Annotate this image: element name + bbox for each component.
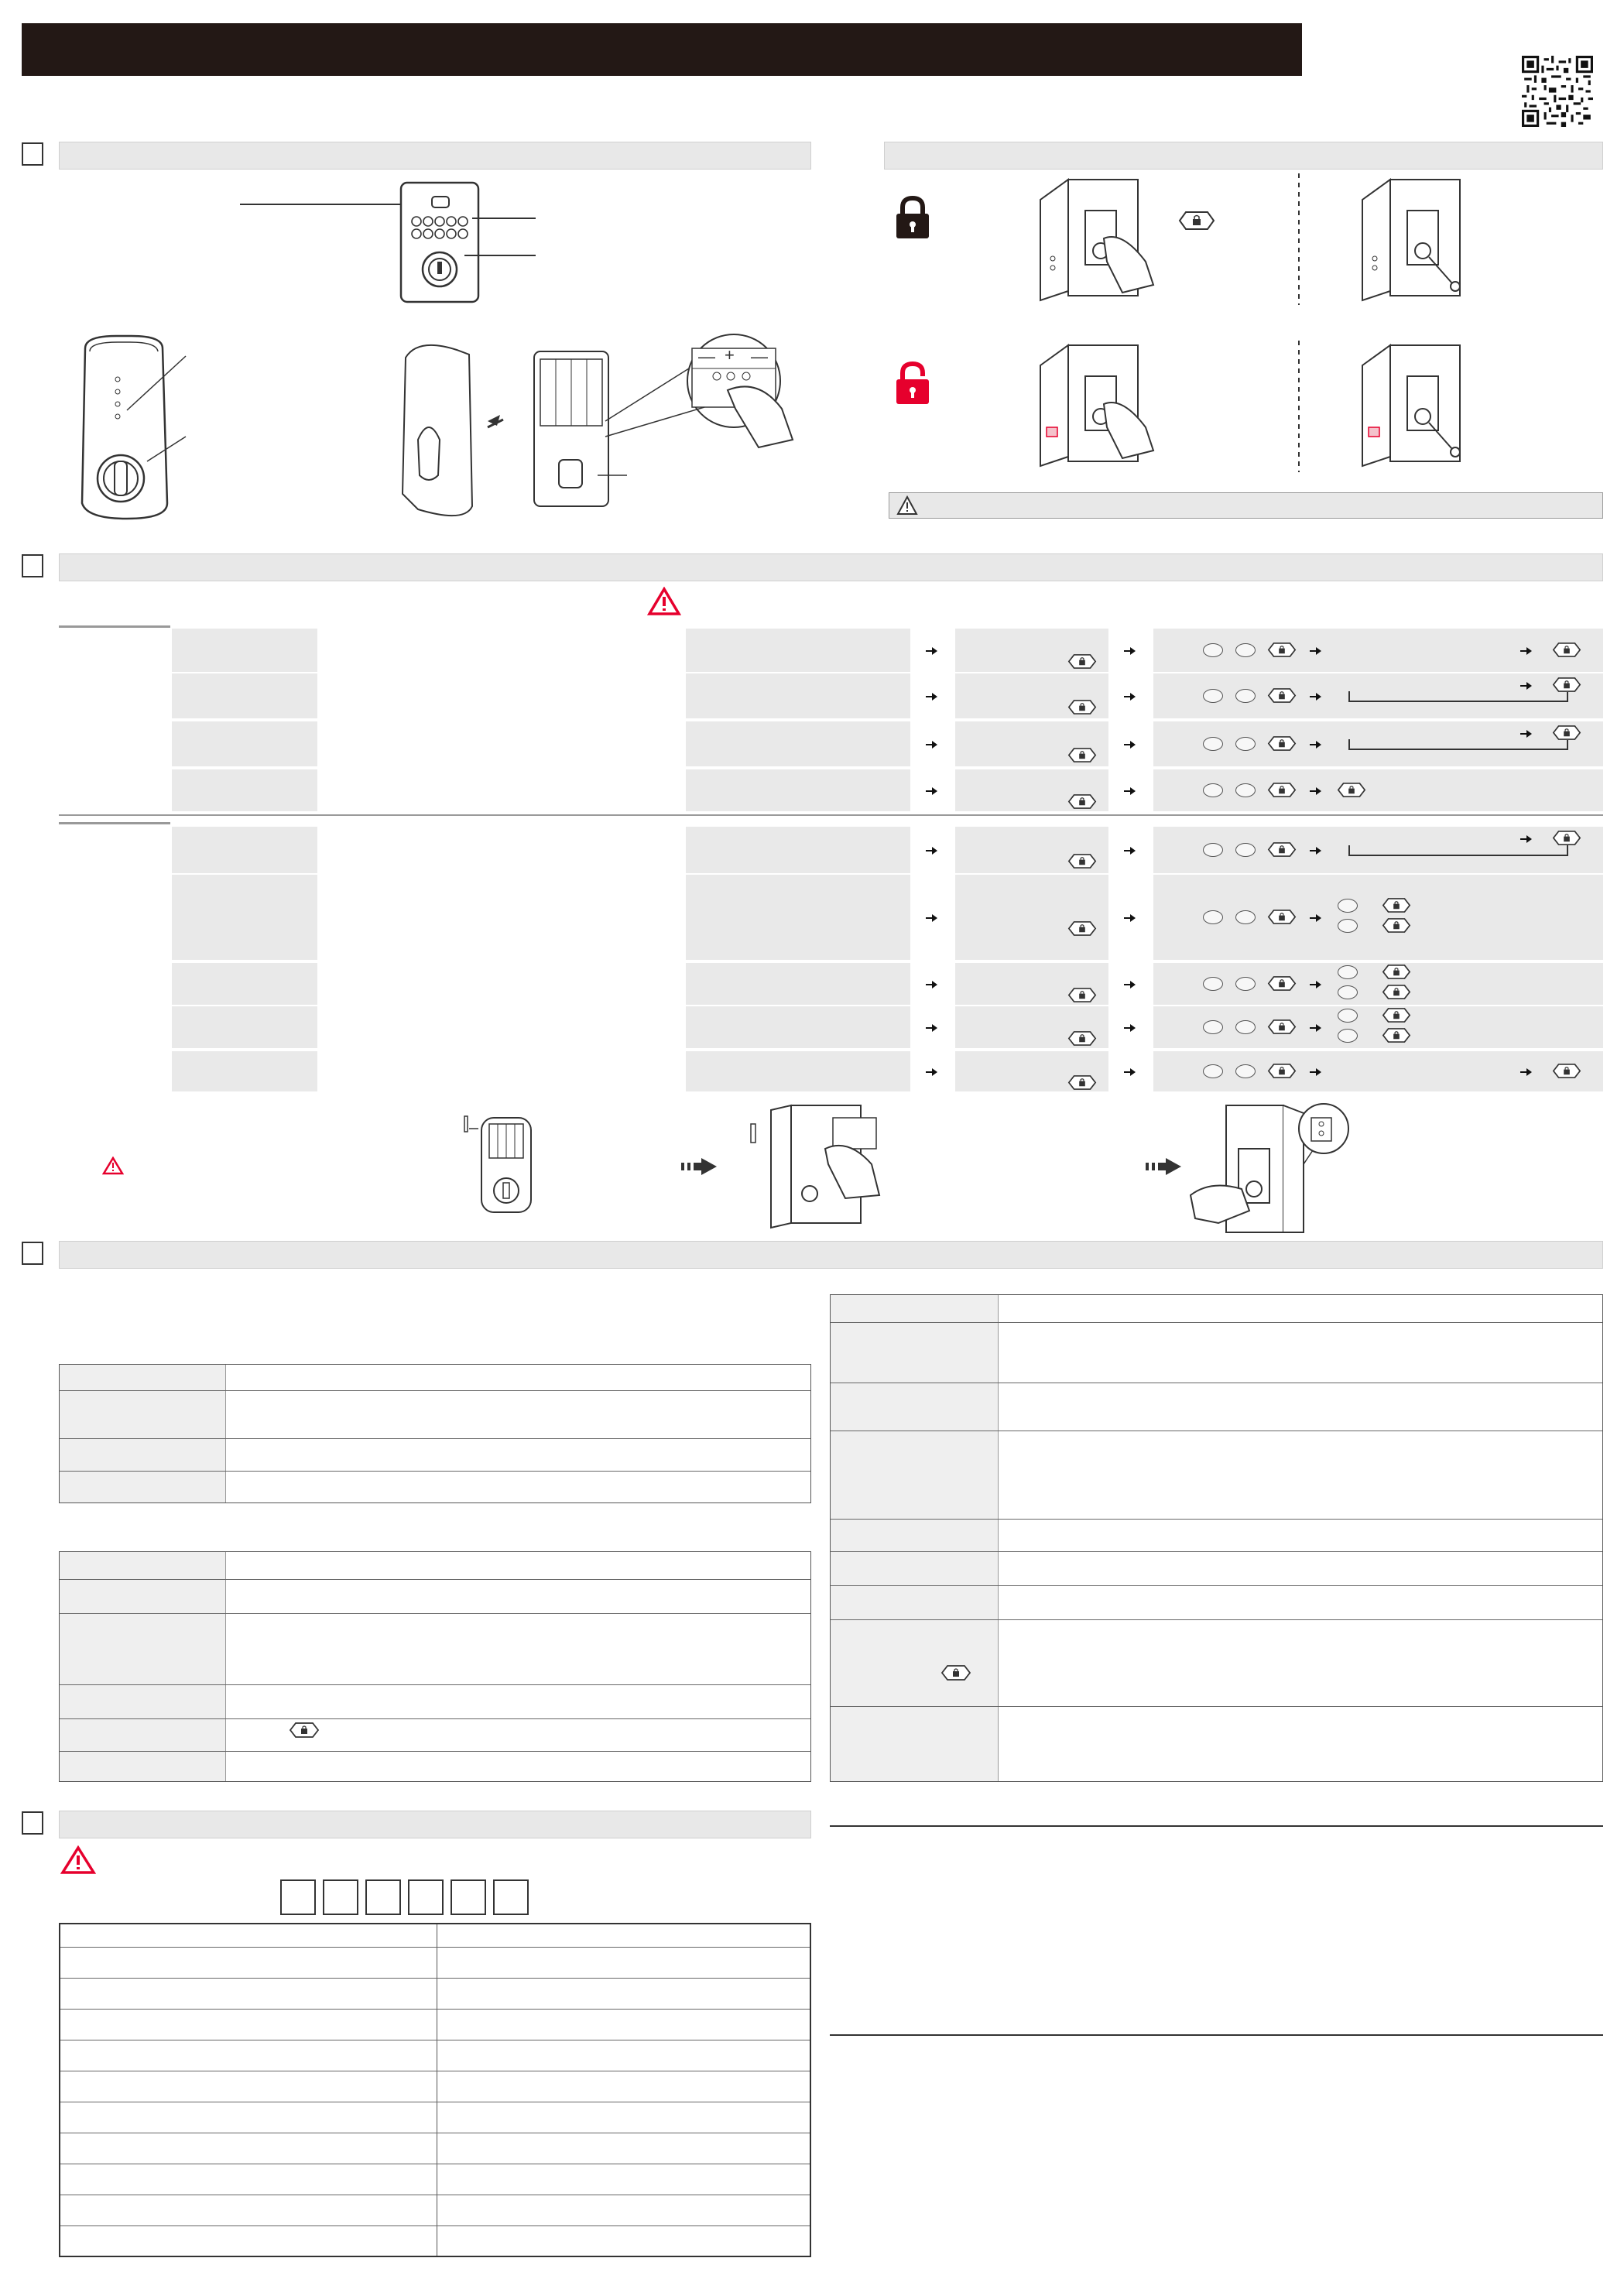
qr-code-icon[interactable]	[1522, 56, 1593, 127]
lock-key-icon	[1266, 782, 1294, 797]
digit-circle	[1235, 783, 1256, 797]
battery-compartment-illustration	[395, 324, 797, 525]
svg-text:—: —	[698, 347, 715, 366]
lock-key-icon	[1266, 1019, 1294, 1034]
section-1-number-box	[22, 142, 43, 166]
digit-circle	[1338, 965, 1358, 979]
flow-arrow-icon	[926, 646, 938, 655]
lock-key-icon	[1551, 1063, 1579, 1078]
flow-arrow-icon	[926, 739, 938, 749]
unlock-with-key-illustration	[1359, 342, 1491, 474]
prog-row-title-cell	[172, 673, 317, 718]
prog-row-title-cell	[172, 963, 317, 1005]
flow-arrow-icon	[1124, 691, 1136, 701]
flow-arrow-icon	[1310, 646, 1322, 655]
code-digit-box[interactable]	[451, 1879, 486, 1915]
next-step-arrow-2	[1146, 1156, 1183, 1177]
prog-row-desc-cell	[319, 875, 684, 960]
prog-row-step-cell	[955, 875, 1108, 960]
section-4-number-box	[22, 1811, 43, 1835]
code-digit-box[interactable]	[280, 1879, 316, 1915]
digit-circle	[1203, 1020, 1223, 1034]
digit-circle	[1235, 910, 1256, 924]
flow-arrow-icon	[1310, 979, 1322, 989]
flow-arrow-icon	[1124, 739, 1136, 749]
table-right-lock-key-icon	[940, 1664, 972, 1681]
prog-row-desc-cell	[319, 963, 684, 1005]
prog-row-note-cell	[686, 769, 910, 811]
flow-arrow-icon	[1520, 1067, 1533, 1076]
lock-key-icon	[1067, 1030, 1095, 1046]
loop-back-line	[1567, 740, 1568, 750]
prog-row-title-cell	[172, 1006, 317, 1048]
prog-row-desc-cell	[319, 629, 684, 672]
prog-row-desc-cell	[319, 1006, 684, 1048]
digit-circle	[1338, 919, 1358, 933]
lock-key-icon	[1381, 897, 1409, 913]
loop-back-line	[1567, 692, 1568, 702]
flow-arrow-icon	[1310, 1067, 1322, 1076]
digit-circle	[1203, 689, 1223, 703]
digit-circle	[1235, 1020, 1256, 1034]
prog-row-title-cell	[172, 827, 317, 873]
flow-arrow-icon	[1310, 786, 1322, 795]
flow-arrow-icon	[1124, 913, 1136, 922]
dashed-divider-top	[1297, 173, 1300, 305]
keypad-front-illustration	[232, 178, 557, 310]
unlock-with-keypad-illustration	[1037, 342, 1169, 474]
code-digit-box[interactable]	[365, 1879, 401, 1915]
lock-key-icon	[1381, 1007, 1409, 1023]
flow-arrow-icon	[926, 845, 938, 855]
code-digit-box[interactable]	[493, 1879, 529, 1915]
lock-key-icon	[1381, 984, 1409, 999]
lock-key-icon	[1551, 725, 1579, 740]
flow-arrow-icon	[1310, 913, 1322, 922]
spec-table-1	[59, 1364, 811, 1503]
lock-key-icon	[1551, 642, 1579, 657]
operation-warning-strip	[889, 492, 1603, 519]
lock-key-icon	[1067, 699, 1095, 714]
digit-circle	[1235, 1064, 1256, 1078]
digit-circle	[1203, 737, 1223, 751]
flow-arrow-icon	[926, 691, 938, 701]
flow-arrow-icon	[1124, 1023, 1136, 1032]
lock-key-icon	[1067, 853, 1095, 869]
warning-triangle-icon	[896, 495, 918, 516]
lock-key-icon	[1067, 987, 1095, 1002]
lock-key-icon	[1067, 653, 1095, 669]
prog-row-desc-cell	[319, 769, 684, 811]
flow-arrow-icon	[1310, 739, 1322, 749]
prog-row-note-cell	[686, 629, 910, 672]
loop-back-line	[1348, 749, 1568, 750]
warning-triangle-red-icon	[647, 587, 681, 616]
section-2-number-box	[22, 554, 43, 577]
lock-key-icon	[1551, 830, 1579, 845]
code-digit-box[interactable]	[323, 1879, 358, 1915]
next-step-arrow-1	[681, 1156, 718, 1177]
table-lock-key-icon	[288, 1722, 320, 1739]
loop-back-line	[1348, 739, 1350, 750]
prog-row-note-cell	[686, 875, 910, 960]
spec-table-3	[830, 1294, 1603, 1782]
dashed-divider-bottom	[1297, 341, 1300, 472]
digit-circle	[1338, 985, 1358, 999]
prog-row-note-cell	[686, 827, 910, 873]
reset-step-2-illustration	[748, 1102, 887, 1232]
prog-row-note-cell	[686, 721, 910, 766]
section-3-header	[59, 1241, 1603, 1269]
flow-arrow-icon	[926, 1023, 938, 1032]
prog-row-note-cell	[686, 963, 910, 1005]
digit-circle	[1235, 977, 1256, 991]
flow-arrow-icon	[1124, 1067, 1136, 1076]
prog-row-desc-cell	[319, 721, 684, 766]
prog-row-desc-cell	[319, 673, 684, 718]
digit-circle	[1338, 1009, 1358, 1023]
lock-key-icon	[1266, 642, 1294, 657]
reset-warning-icon	[102, 1156, 124, 1175]
flow-arrow-icon	[1520, 728, 1533, 738]
flow-arrow-icon	[1520, 834, 1533, 843]
flow-arrow-icon	[1310, 845, 1322, 855]
lock-key-icon	[1336, 782, 1364, 797]
lock-key-icon	[1381, 917, 1409, 933]
padlock-closed-icon	[893, 195, 932, 240]
digit-circle	[1235, 689, 1256, 703]
loop-back-line	[1348, 855, 1568, 856]
flow-arrow-icon	[926, 1067, 938, 1076]
digit-circle	[1203, 910, 1223, 924]
prog-row-note-cell	[686, 1006, 910, 1048]
lock-key-icon	[1067, 793, 1095, 809]
code-record-table	[59, 1923, 811, 2257]
prog-row-title-cell	[172, 1051, 317, 1091]
loop-back-line	[1348, 845, 1350, 856]
section-2-header	[59, 553, 1603, 581]
digit-circle	[1203, 843, 1223, 857]
prog-row-title-cell	[172, 769, 317, 811]
flow-arrow-icon	[1124, 786, 1136, 795]
section-4-warning-icon	[60, 1845, 96, 1875]
prog-row-title-cell	[172, 629, 317, 672]
loop-back-line	[1348, 701, 1568, 702]
lock-key-icon	[1266, 1063, 1294, 1078]
prog-row-note-cell	[686, 1051, 910, 1091]
flow-arrow-icon	[926, 913, 938, 922]
digit-circle	[1235, 737, 1256, 751]
flow-arrow-icon	[1310, 1023, 1322, 1032]
lock-key-icon	[1381, 964, 1409, 979]
lock-key-icon	[1177, 211, 1217, 231]
lock-key-icon	[1067, 1074, 1095, 1090]
flow-arrow-icon	[926, 786, 938, 795]
flow-arrow-icon	[1124, 979, 1136, 989]
digit-circle	[1338, 899, 1358, 913]
prog-row-note-cell	[686, 673, 910, 718]
section-4-header	[59, 1811, 811, 1838]
flow-arrow-icon	[1520, 680, 1533, 690]
section-1-header	[59, 142, 811, 170]
lock-with-keypad-illustration	[1037, 176, 1169, 308]
programming-group-divider	[59, 814, 1603, 816]
group-b-label-cell	[59, 822, 170, 1091]
flow-arrow-icon	[1124, 646, 1136, 655]
section-3-number-box	[22, 1242, 43, 1265]
code-digit-box[interactable]	[408, 1879, 444, 1915]
prog-row-title-cell	[172, 875, 317, 960]
lock-key-icon	[1266, 735, 1294, 751]
lock-key-icon	[1266, 687, 1294, 703]
prog-row-desc-cell	[319, 827, 684, 873]
prog-row-desc-cell	[319, 1051, 684, 1091]
loop-back-line	[1567, 845, 1568, 856]
digit-circle	[1203, 783, 1223, 797]
flow-arrow-icon	[1124, 845, 1136, 855]
interior-assembly-illustration	[70, 333, 209, 526]
digit-circle	[1203, 643, 1223, 657]
reset-step-3-illustration	[1187, 1102, 1350, 1235]
lock-with-key-illustration	[1359, 176, 1491, 308]
lock-key-icon	[1381, 1027, 1409, 1043]
lock-key-icon	[1266, 975, 1294, 991]
lock-key-icon	[1551, 677, 1579, 692]
digit-circle	[1203, 1064, 1223, 1078]
flow-arrow-icon	[1520, 646, 1533, 655]
digit-circle	[1235, 643, 1256, 657]
flow-arrow-icon	[926, 979, 938, 989]
divider-line-1	[830, 1825, 1603, 1827]
digit-circle	[1235, 843, 1256, 857]
operation-section-header	[884, 142, 1603, 170]
digit-circle	[1203, 977, 1223, 991]
lock-key-icon	[1266, 909, 1294, 924]
spec-table-2	[59, 1551, 811, 1782]
loop-back-line	[1348, 691, 1350, 702]
svg-text:+: +	[725, 345, 735, 365]
svg-text:—: —	[751, 347, 768, 366]
group-a-label-cell	[59, 625, 170, 813]
digit-circle	[1338, 1029, 1358, 1043]
padlock-open-icon	[893, 361, 932, 406]
reset-step-1-illustration	[455, 1113, 536, 1222]
lock-key-icon	[1067, 920, 1095, 936]
title-bar	[22, 23, 1302, 76]
prog-row-title-cell	[172, 721, 317, 766]
lock-key-icon	[1067, 747, 1095, 762]
divider-line-2	[830, 2034, 1603, 2036]
flow-arrow-icon	[1310, 691, 1322, 701]
lock-key-icon	[1266, 841, 1294, 857]
